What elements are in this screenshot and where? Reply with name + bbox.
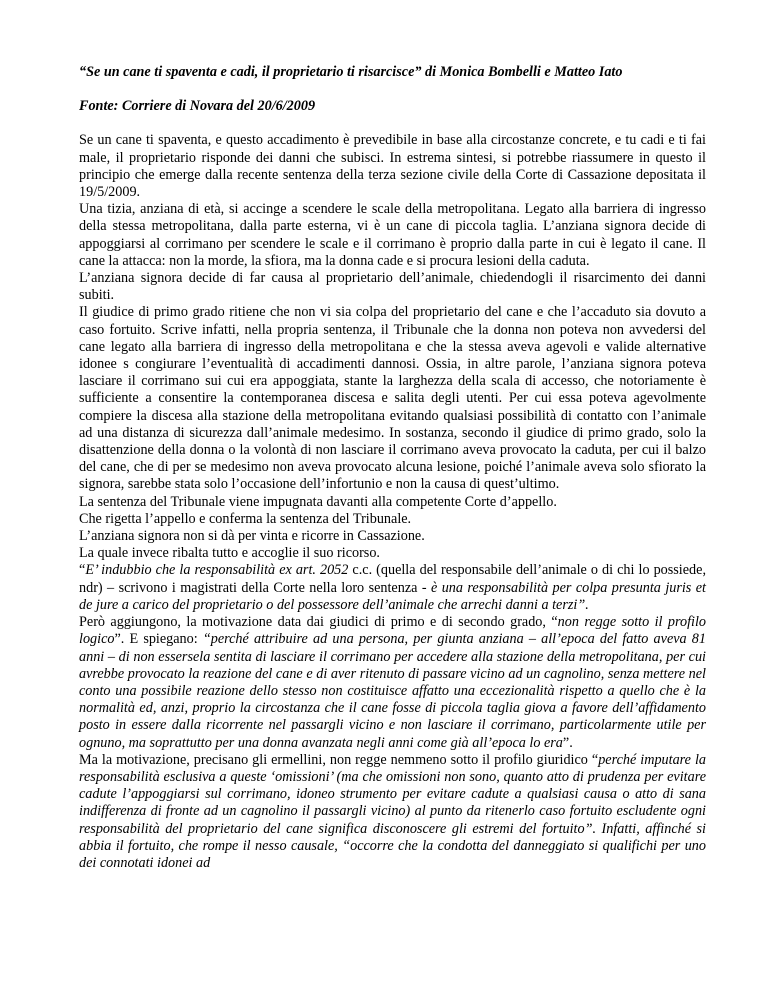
italic-quote: perché imputare la responsabilità esclusiva a queste ‘omissioni’ (ma che omissioni non sono, quanto atto di prudenza per evitare cadute l’appoggiarsi sul corrimano, idoneo strumento per evitare cadute a qualsiasi causa o atto di sana indifferenza di fronte ad un cagnolino il passargli vicino) al punto da ritenerlo caso fortuito escludente ogni responsabilità del proprietario del cane significa disconoscere gli estremi del fortuito”. Infatti, affinché si abbia il fortuito, che rompe il nesso causale, “occorre che la condotta del danneggiato si qualifichi per uno dei connotati idonei ad bbox=[79, 751, 706, 871]
paragraph: La sentenza del Tribunale viene impugnata davanti alla competente Corte d’appello. bbox=[79, 493, 557, 510]
paragraph: La quale invece ribalta tutto e accoglie il suo ricorso. bbox=[79, 545, 380, 562]
paragraph: L’anziana signora non si dà per vinta e ricorre in Cassazione. bbox=[79, 528, 425, 545]
paragraph bbox=[79, 614, 706, 752]
paragraph: L’anziana signora decide di far causa al proprietario dell’animale, chiedendogli il risarcimento dei danni subiti. bbox=[79, 270, 706, 304]
paragraph: Se un cane ti spaventa, e questo accadimento è prevedibile in base alla circostanze concrete, e tu cadi e ti fai male, il proprietario risponde dei danni che subisci. In estrema sintesi, si potrebbe riassumere in questo il principio che emerge dalla recente sentenza della terza sezione civile della Corte di Cassazione depositata il 19/5/2009. bbox=[79, 132, 706, 201]
paragraph: Che rigetta l’appello e conferma la sentenza del Tribunale. bbox=[79, 510, 412, 527]
italic-quote: è una responsabilità per colpa presunta juris et de jure a carico del proprietario o del possessore dell’animale che arrechi danni a terzi”. bbox=[79, 579, 706, 613]
text-segment: ”. E spiegano: bbox=[114, 631, 203, 648]
text-segment: ”. bbox=[562, 734, 573, 751]
paragraph bbox=[79, 562, 706, 614]
text-segment: “ bbox=[79, 562, 86, 579]
paragraph bbox=[79, 752, 706, 872]
text-segment: Però aggiungono, la motivazione data dai giudici di primo e di secondo grado, “ bbox=[79, 614, 558, 631]
paragraph: Il giudice di primo grado ritiene che non vi sia colpa del proprietario del cane e che l’accaduto sia dovuto a caso fortuito. Scrive infatti, nella propria sentenza, il Tribunale che la donna non poteva non avvedersi del cane legato alla barriera di ingresso della metropolitana e che la stessa aveva agevoli e valide alternative idonee s congiurare l’eventualità di accadimenti dannosi. Ossia, in altre parole, l’anziana signora poteva lasciare il corrimano sui cui era appoggiata, stante la larghezza della scala di accesso, che notoriamente è sufficiente a consentire la contemporanea discesa e salita degli utenti. Per cui essa poteva agevolmente compiere la discesa alla stazione della metropolitana evitando qualsiasi possibilità di contatto con l’animale ad una distanza di sicurezza dall’animale medesimo. In sostanza, secondo il giudice di primo grado, solo la disattenzione della donna o la volontà di non lasciare il corrimano aveva provocato la caduta, per cui il balzo del cane, che di per se medesimo non aveva provocato alcuna lesione, poiché l’animale aveva solo sfiorato la signora, sarebbe stata solo l’occasione dell’infortunio e non la causa di quest’ultimo. bbox=[79, 304, 706, 493]
italic-quote: “perché attribuire ad una persona, per giunta anziana – all’epoca del fatto aveva 81 anni – di non essersela sentita di lasciare il corrimano per accedere alla stazione della metropolitana, per cui avrebbe provocato la reazione del cane e di aver ritenuto di passare vicino ad un cagnolino, senza mettere nel conto una possibile reazione dello stesso non costituisce affatto una eccezionalità rispetto a quello che è la normalità ed, anzi, proprio la circostanza che il cane fosse di piccola taglia giova a favore dell’affidamento posto in essere dalla ricorrente nel passargli vicino e non lasciare il corrimano, particolarmente utile per ognuno, ma soprattutto per una donna avanzata negli anni come già all’epoca lo era bbox=[79, 631, 706, 751]
italic-quote: non regge sotto il profilo logico bbox=[79, 614, 706, 648]
text-segment: c.c. (quella del responsabile dell’animale o di chi lo possiede, ndr) – scrivono i magistrati della Corte nella loro sentenza - bbox=[79, 562, 706, 596]
article-title: “Se un cane ti spaventa e cadi, il proprietario ti risarcisce” di Monica Bombelli e Matteo Iato bbox=[79, 64, 623, 80]
italic-quote: E’ indubbio che la responsabilità ex art. 2052 bbox=[85, 562, 353, 579]
text-segment: Ma la motivazione, precisano gli ermellini, non regge nemmeno sotto il profilo giuridico “ bbox=[79, 751, 599, 768]
paragraph: Una tizia, anziana di età, si accinge a scendere le scale della metropolitana. Legato alla barriera di ingresso della stessa metropolitana, dalla parte esterna, vi è un cane di piccola taglia. L’anziana signora decide di appoggiarsi al corrimano per scendere le scale e il corrimano è proprio dalla parte in cui è legato il cane. Il cane la attacca: non la morde, la sfiora, ma la donna cade e si procura lesioni della caduta. bbox=[79, 201, 706, 269]
article-body bbox=[79, 132, 706, 872]
article-source: Fonte: Corriere di Novara del 20/6/2009 bbox=[79, 98, 316, 115]
